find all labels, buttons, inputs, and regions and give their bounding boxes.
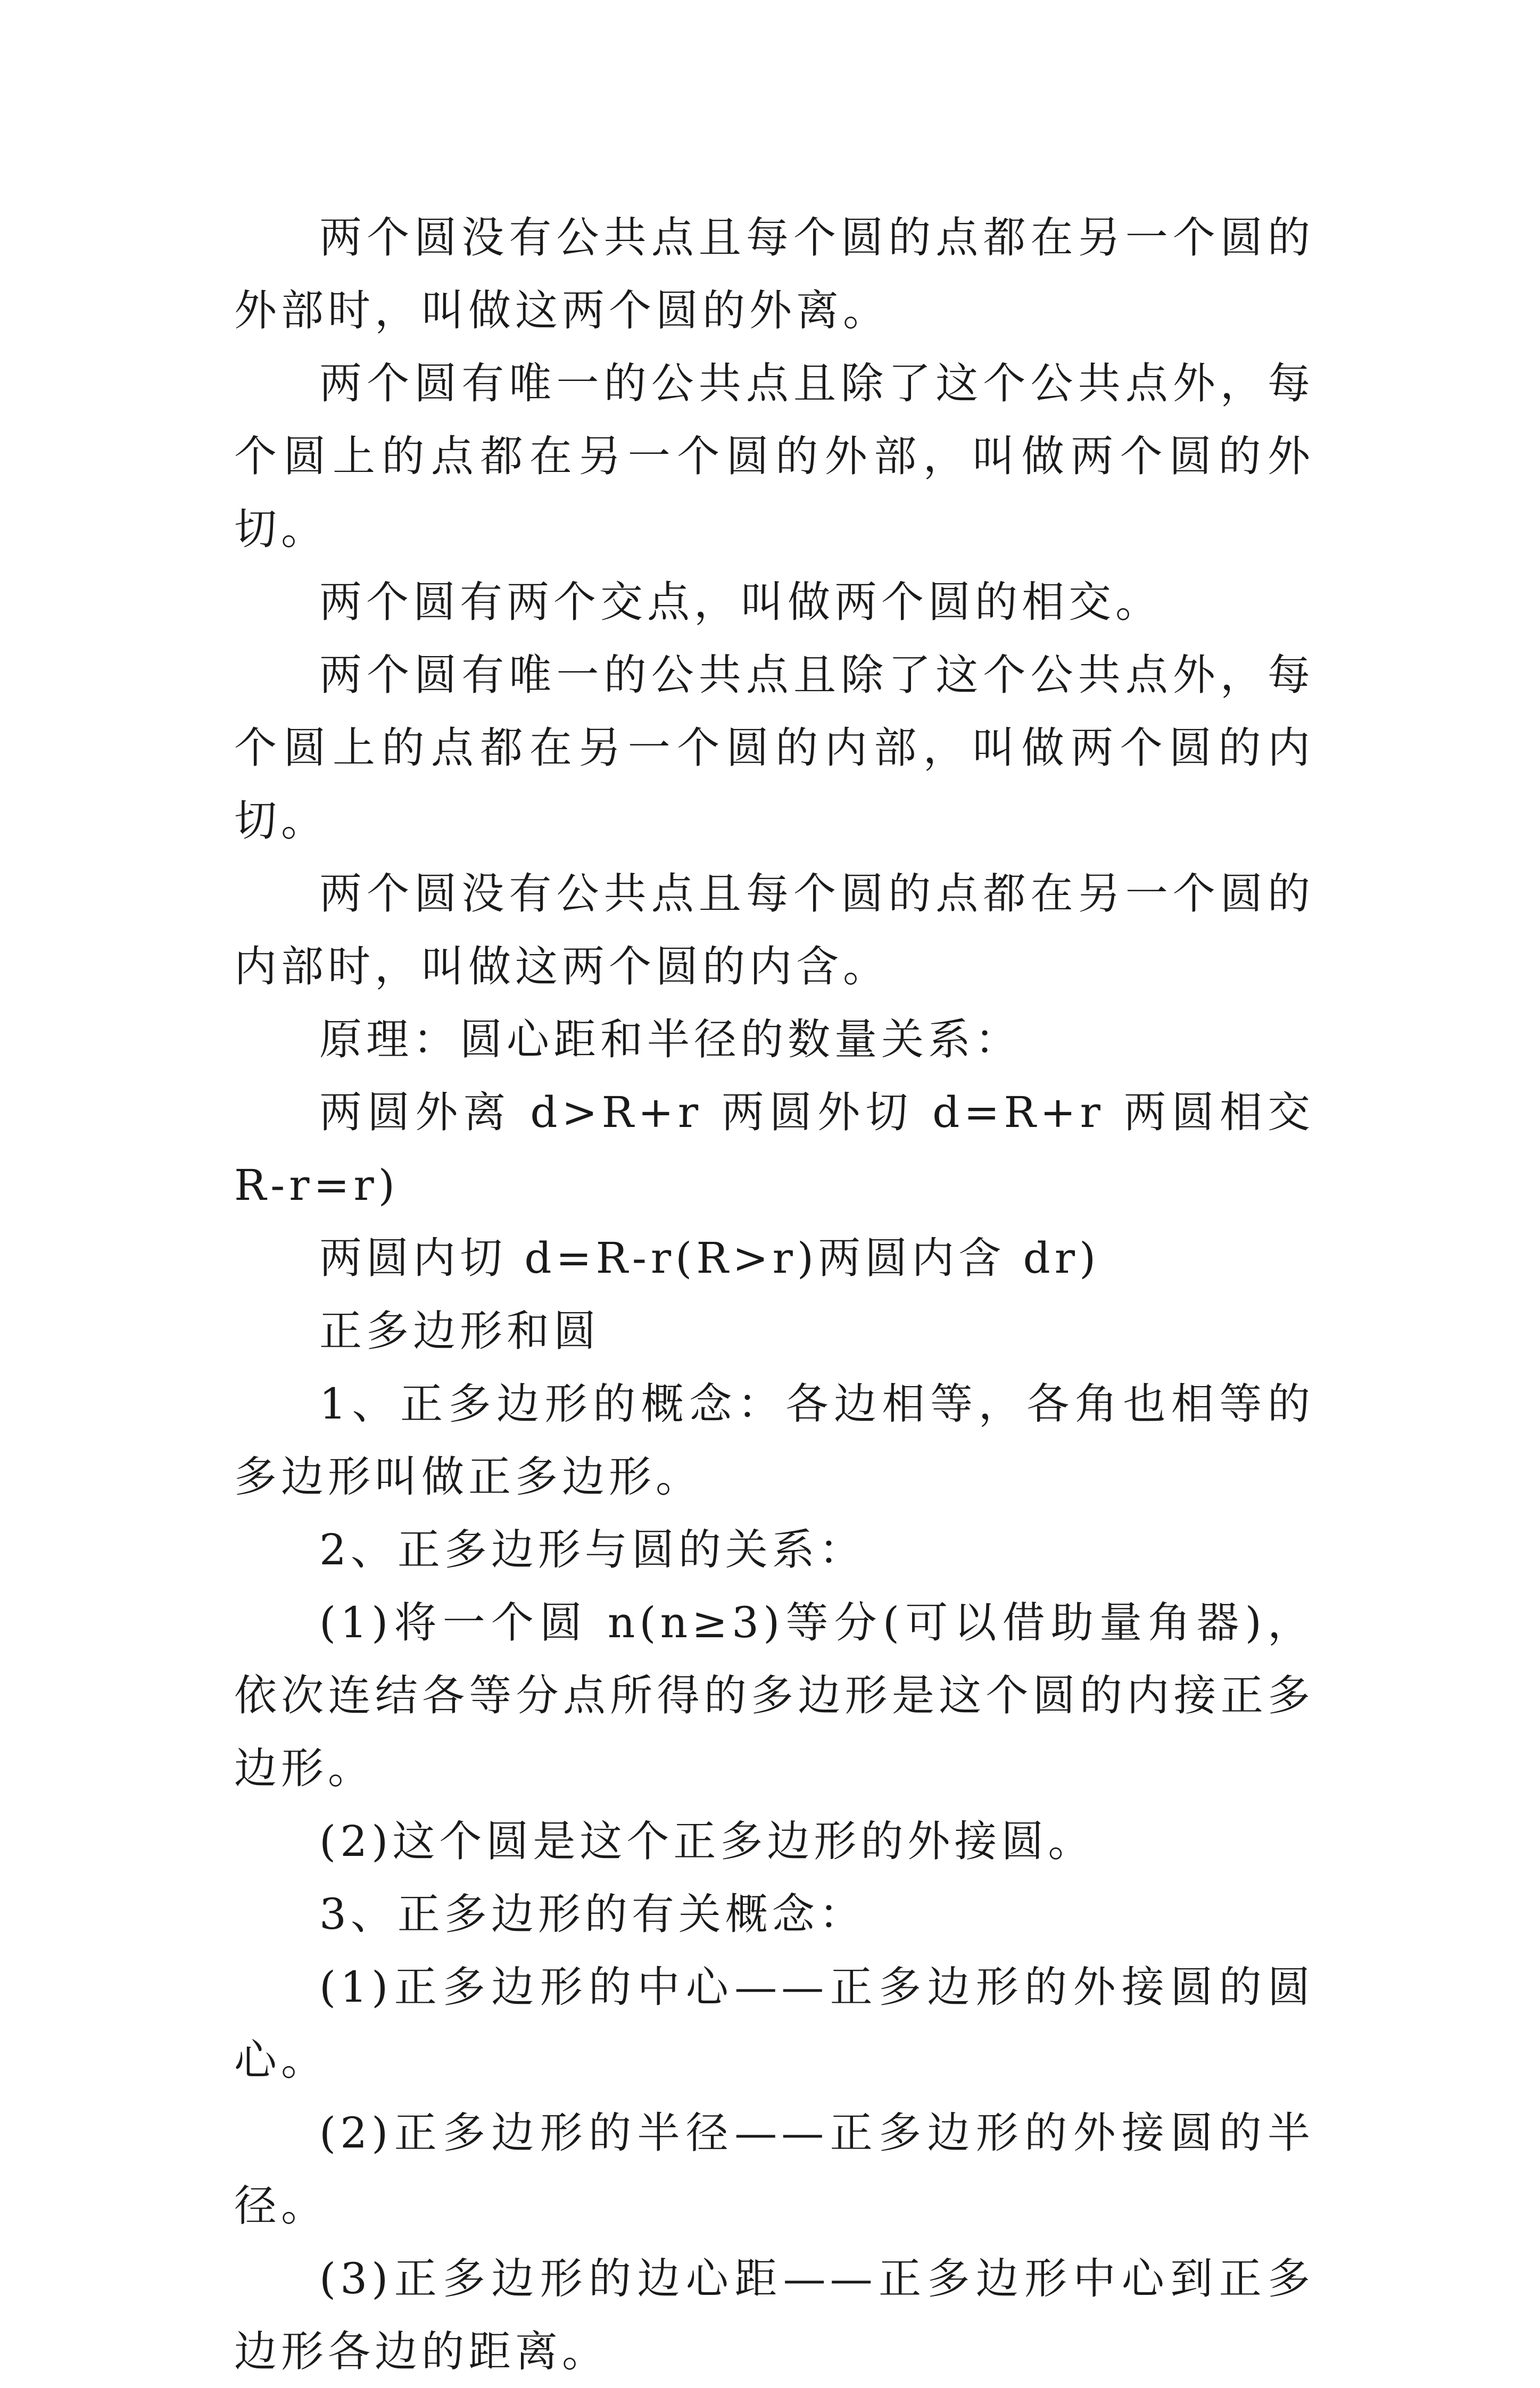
paragraph-internal-tangent: 两个圆有唯一的公共点且除了这个公共点外，每个圆上的点都在另一个圆的内部，叫做两个圆的内切。 [234, 650, 1314, 845]
paragraph-related-concepts: 3、正多边形的有关概念： [319, 1889, 866, 1939]
paragraph-concept-radius: (2)正多边形的半径——正多边形的外接圆的半径。 [234, 2108, 1314, 2231]
paragraph-polygon-circle-relation: 2、正多边形与圆的关系： [319, 1525, 866, 1574]
section-heading-polygons: 正多边形和圆 [319, 1306, 600, 1356]
paragraph-external-tangent: 两个圆有唯一的公共点且除了这个公共点外，每个圆上的点都在另一个圆的外部，叫做两个圆的外切。 [234, 359, 1314, 554]
paragraph-concept-apothem: (3)正多边形的边心距——正多边形中心到正多边形各边的距离。 [234, 2254, 1314, 2376]
paragraph-intersecting: 两个圆有两个交点，叫做两个圆的相交。 [319, 577, 1162, 627]
paragraph-principle: 原理：圆心距和半径的数量关系： [319, 1015, 1022, 1064]
paragraph-formula-1: 两圆外离 d>R+r 两圆外切 d=R+r 两圆相交 R-r=r) [234, 1088, 1314, 1210]
paragraph-external-separation: 两个圆没有公共点且每个圆的点都在另一个圆的外部时，叫做这两个圆的外离。 [234, 213, 1314, 335]
document-body [234, 201, 1314, 2388]
paragraph-relation-1: (1)将一个圆 n(n≥3)等分(可以借助量角器)，依次连结各等分点所得的多边形是这个圆的内接正多边形。 [234, 1598, 1314, 1793]
paragraph-containment: 两个圆没有公共点且每个圆的点都在另一个圆的内部时，叫做这两个圆的内含。 [234, 869, 1314, 991]
paragraph-relation-2: (2)这个圆是这个正多边形的外接圆。 [319, 1817, 1095, 1866]
paragraph-formula-2: 两圆内切 d=R-r(R>r)两圆内含 dr) [319, 1233, 1100, 1283]
paragraph-concept-center: (1)正多边形的中心——正多边形的外接圆的圆心。 [234, 1962, 1314, 2085]
paragraph-polygon-concept: 1、正多边形的概念：各边相等，各角也相等的多边形叫做正多边形。 [234, 1379, 1314, 1502]
